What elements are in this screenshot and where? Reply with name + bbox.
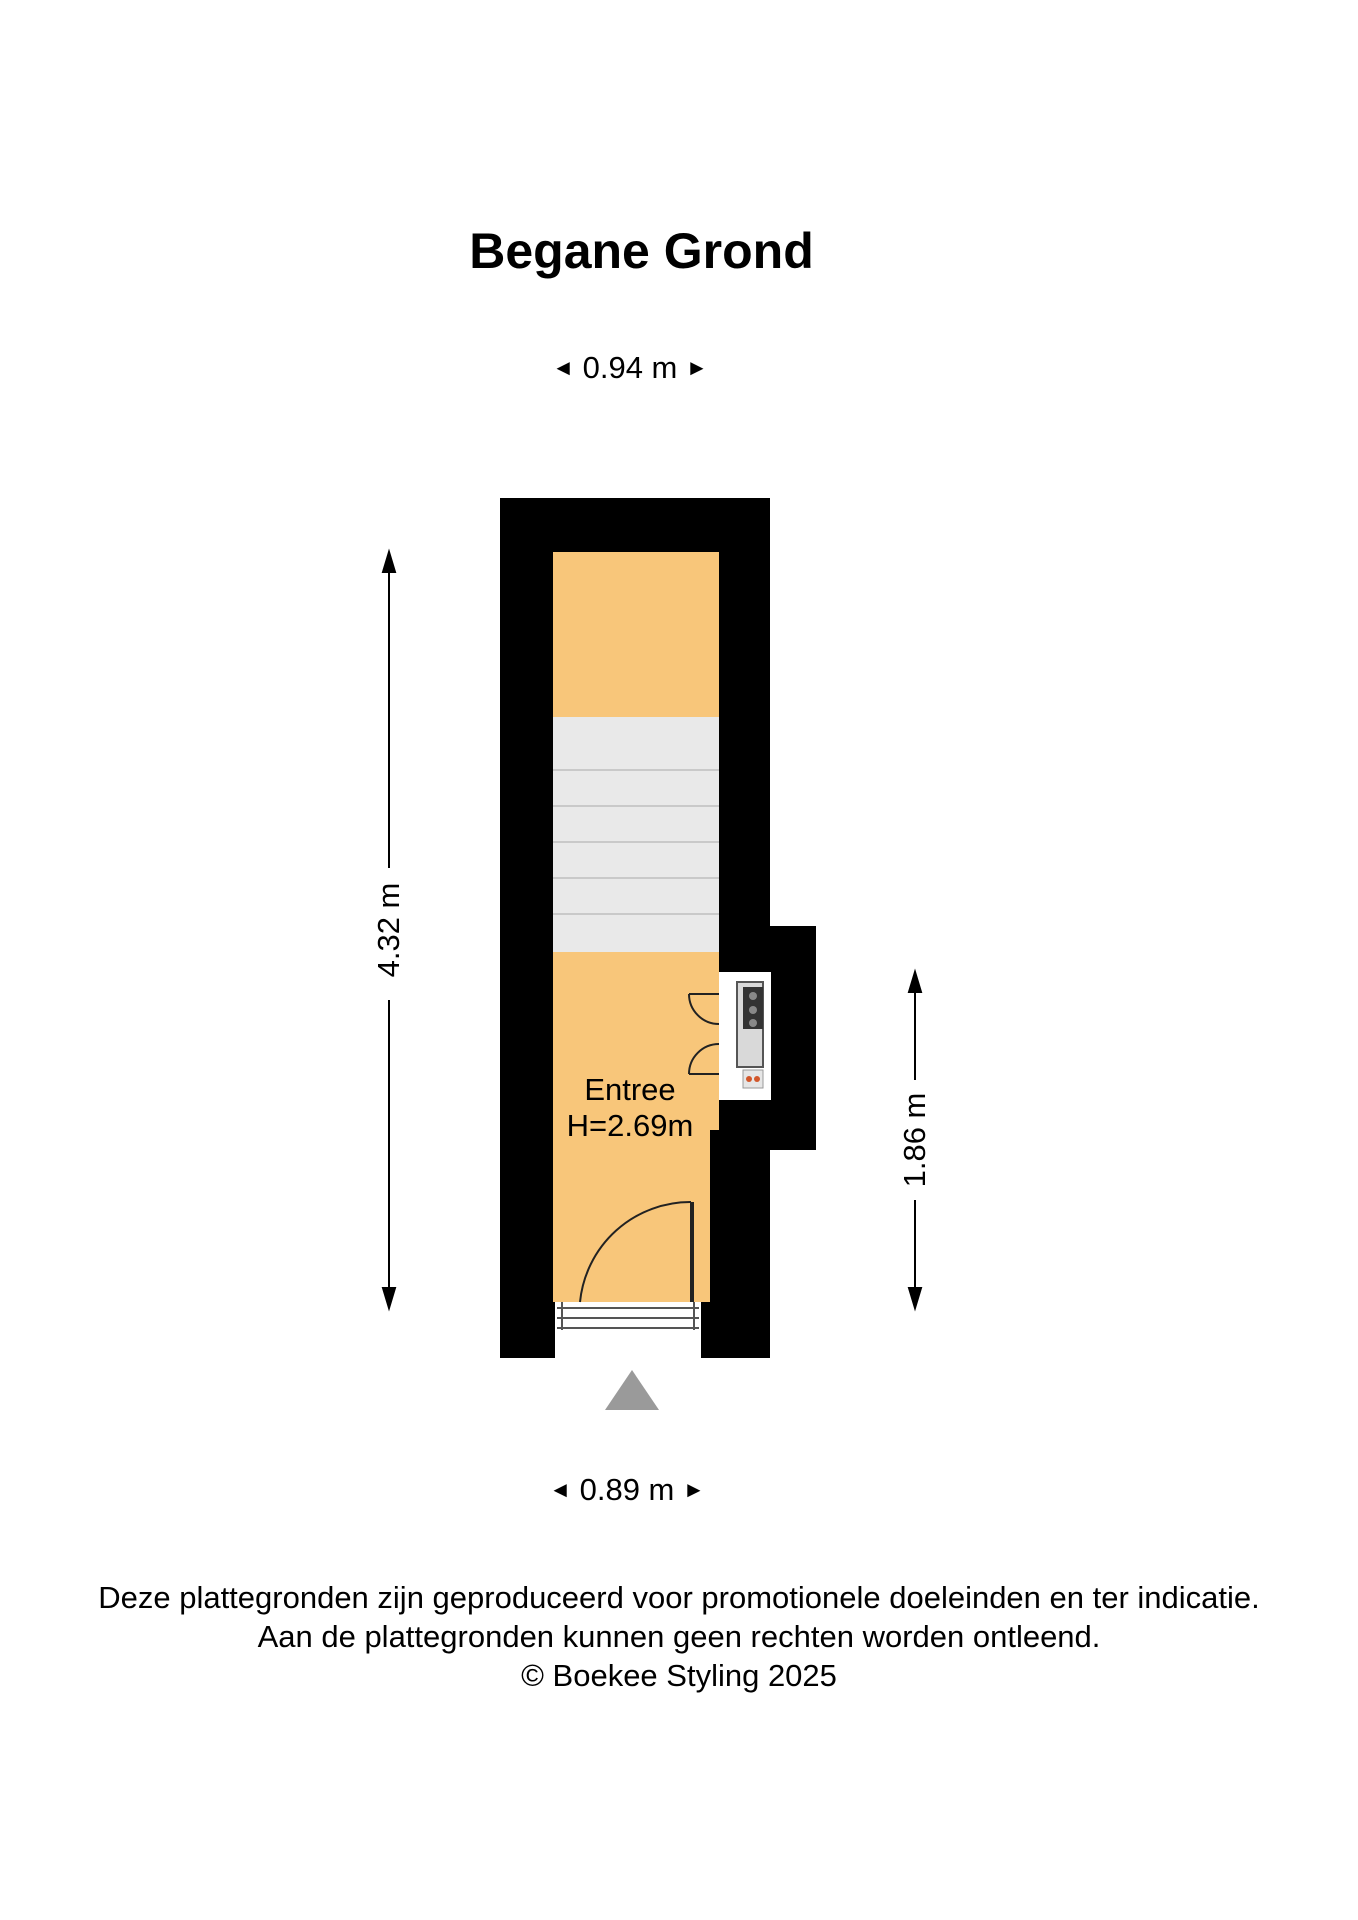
side-wall-extension — [770, 926, 816, 1150]
room-label — [545, 1072, 715, 1144]
arrow-left-icon: ◄ — [552, 355, 574, 380]
wall-step — [710, 1130, 770, 1302]
stairs — [553, 717, 719, 952]
arrow-right-icon: ► — [683, 1477, 705, 1502]
arrow-right-icon: ► — [686, 355, 708, 380]
front-door-opening — [555, 1302, 701, 1358]
right-height-label: 1.86 m — [897, 1092, 932, 1188]
room-name: Entree — [584, 1072, 676, 1107]
room-height: H=2.69m — [566, 1108, 694, 1143]
left-height-label: 4.32 m — [371, 882, 406, 978]
disclaimer-line-2: Aan de plattegronden kunnen geen rechten worden ontleend. — [257, 1619, 1101, 1654]
bottom-width-dimension — [537, 1472, 717, 1508]
copyright: © Boekee Styling 2025 — [521, 1658, 837, 1693]
floor-title: Begane Grond — [469, 223, 814, 279]
top-width-label: 0.94 m — [582, 350, 678, 385]
disclaimer-line-1: Deze plattegronden zijn geproduceerd voor promotionele doeleinden en ter indicatie. — [98, 1580, 1260, 1615]
arrow-left-icon: ◄ — [549, 1477, 571, 1502]
entrance-marker-icon — [605, 1370, 659, 1410]
bottom-width-label: 0.89 m — [579, 1472, 675, 1507]
disclaimer — [0, 1578, 1358, 1695]
